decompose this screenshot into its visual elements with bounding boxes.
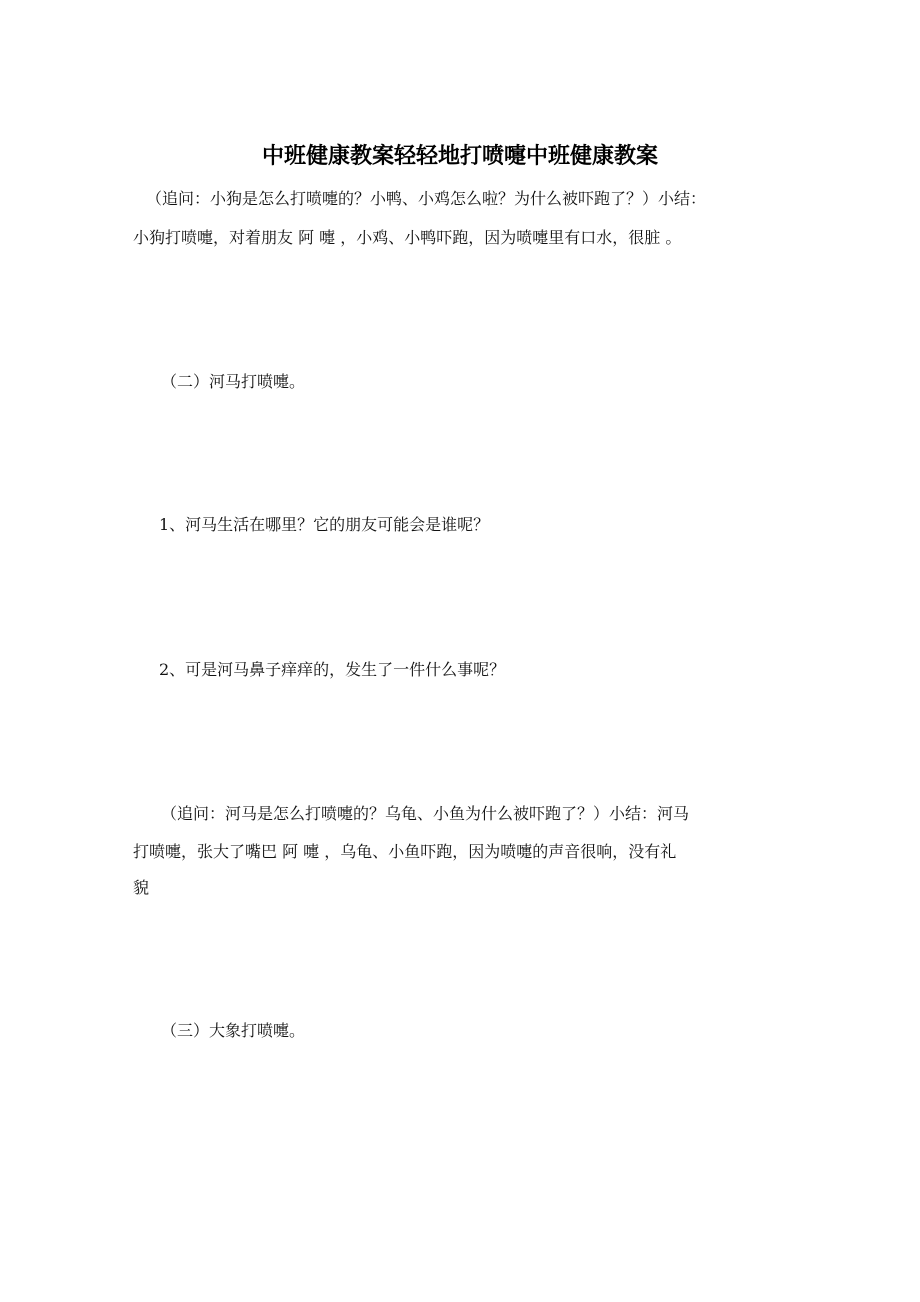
paragraph-2-line-1: （追问：河马是怎么打喷嚏的？乌龟、小鱼为什么被吓跑了？）小结：河马 [161, 804, 690, 823]
section-3-heading: （三）大象打喷嚏。 [161, 1021, 306, 1040]
document-title: 中班健康教案轻轻地打喷嚏中班健康教案 [261, 144, 658, 169]
paragraph-1-line-1: （追问：小狗是怎么打喷嚏的？小鸭、小鸡怎么啦？为什么被吓跑了？）小结： [146, 189, 707, 208]
paragraph-2-line-3: 貌 [133, 878, 150, 897]
question-1: 1、河马生活在哪里？它的朋友可能会是谁呢？ [159, 515, 490, 534]
paragraph-2-line-2: 打喷嚏，张大了嘴巴 阿 嚏 ，乌龟、小鱼吓跑，因为喷嚏的声音很响，没有礼 [133, 842, 677, 861]
section-2-heading: （二）河马打喷嚏。 [161, 372, 306, 391]
paragraph-1-line-2: 小狗打喷嚏，对着朋友 阿 嚏 ，小鸡、小鸭吓跑，因为喷嚏里有口水，很脏 。 [133, 228, 682, 247]
question-2: 2、可是河马鼻子痒痒的，发生了一件什么事呢？ [159, 660, 506, 679]
